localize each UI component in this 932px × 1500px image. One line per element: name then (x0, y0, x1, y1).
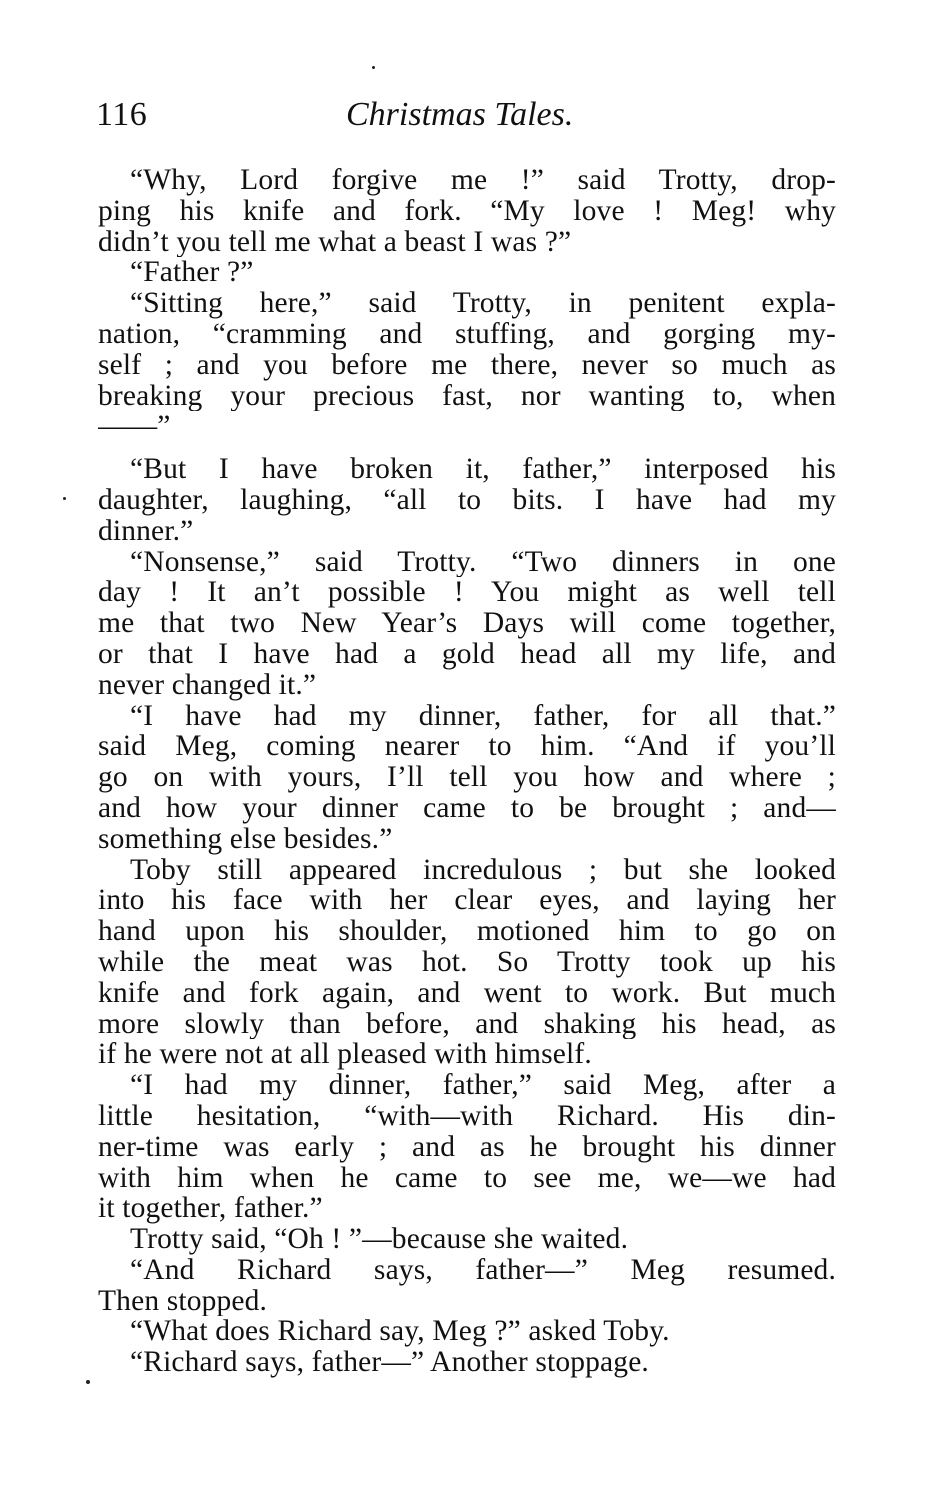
text-line: ner-time was early ; and as he brought his dinner (98, 1131, 836, 1163)
text-line: “Why, Lord forgive me !” said Trotty, drop- (130, 165, 836, 196)
text-line: ping his knife and fork. “My love ! Meg! why (98, 195, 836, 227)
text-line: never changed it.” (98, 669, 317, 701)
body-text (98, 165, 836, 1378)
text-line: “Father ?” (130, 257, 254, 289)
page-header (96, 96, 836, 146)
text-line: didn’t you tell me what a beast I was ?” (98, 226, 572, 258)
text-line: breaking your precious fast, nor wanting to, when (98, 380, 836, 412)
text-line: Then stopped. (98, 1285, 268, 1317)
text-line: knife and fork again, and went to work. But much (98, 977, 836, 1009)
text-line: daughter, laughing, “all to bits. I have had my (98, 484, 836, 516)
text-line: nation, “cramming and stuffing, and gorging my- (98, 318, 836, 350)
text-line: with him when he came to see me, we—we had (98, 1162, 836, 1194)
print-speck (372, 66, 375, 69)
text-line: “I had my dinner, father,” said Meg, after a (130, 1070, 836, 1101)
text-line: day ! It an’t possible ! You might as well tell (98, 577, 836, 609)
text-line: “I have had my dinner, father, for all that.” (130, 700, 836, 732)
text-line: Trotty said, “Oh ! ”—because she waited. (130, 1224, 629, 1255)
text-line: “Nonsense,” said Trotty. “Two dinners in one (130, 546, 836, 578)
text-line: “Richard says, father—” Another stoppage. (130, 1347, 649, 1379)
running-title: Christmas Tales. (346, 96, 574, 133)
text-line: while the meat was hot. So Trotty took up his (98, 946, 836, 978)
page-number: 116 (96, 96, 148, 133)
text-line: Toby still appeared incredulous ; but she looked (130, 854, 836, 886)
print-speck (63, 497, 66, 500)
text-line: or that I have had a gold head all my life, and (98, 638, 836, 670)
text-line: it together, father.” (98, 1193, 323, 1225)
text-line: “And Richard says, father—” Meg resumed. (130, 1254, 836, 1286)
text-line: go on with yours, I’ll tell you how and where ; (98, 762, 836, 793)
text-line: if he were not at all pleased with himself. (98, 1039, 592, 1071)
text-line: me that two New Year’s Days will come together, (98, 608, 836, 639)
print-speck (86, 1380, 90, 1384)
text-line: ——” (98, 411, 171, 443)
text-line: dinner.” (98, 515, 194, 547)
text-line: into his face with her clear eyes, and laying her (98, 885, 836, 917)
text-line: said Meg, coming nearer to him. “And if you’ll (98, 731, 836, 763)
text-line: “What does Richard say, Meg ?” asked Toby. (130, 1316, 670, 1348)
text-line: more slowly than before, and shaking his head, as (98, 1008, 836, 1040)
text-line: and how your dinner came to be brought ; and— (98, 792, 836, 824)
text-line: little hesitation, “with—with Richard. His din- (98, 1100, 836, 1132)
paragraph-gap (98, 442, 836, 454)
text-line: something else besides.” (98, 823, 393, 855)
text-line: self ; and you before me there, never so much as (98, 349, 836, 381)
text-line: “But I have broken it, father,” interposed his (130, 454, 836, 485)
text-line: hand upon his shoulder, motioned him to go on (98, 916, 836, 947)
text-line: “Sitting here,” said Trotty, in penitent expla- (130, 288, 836, 319)
